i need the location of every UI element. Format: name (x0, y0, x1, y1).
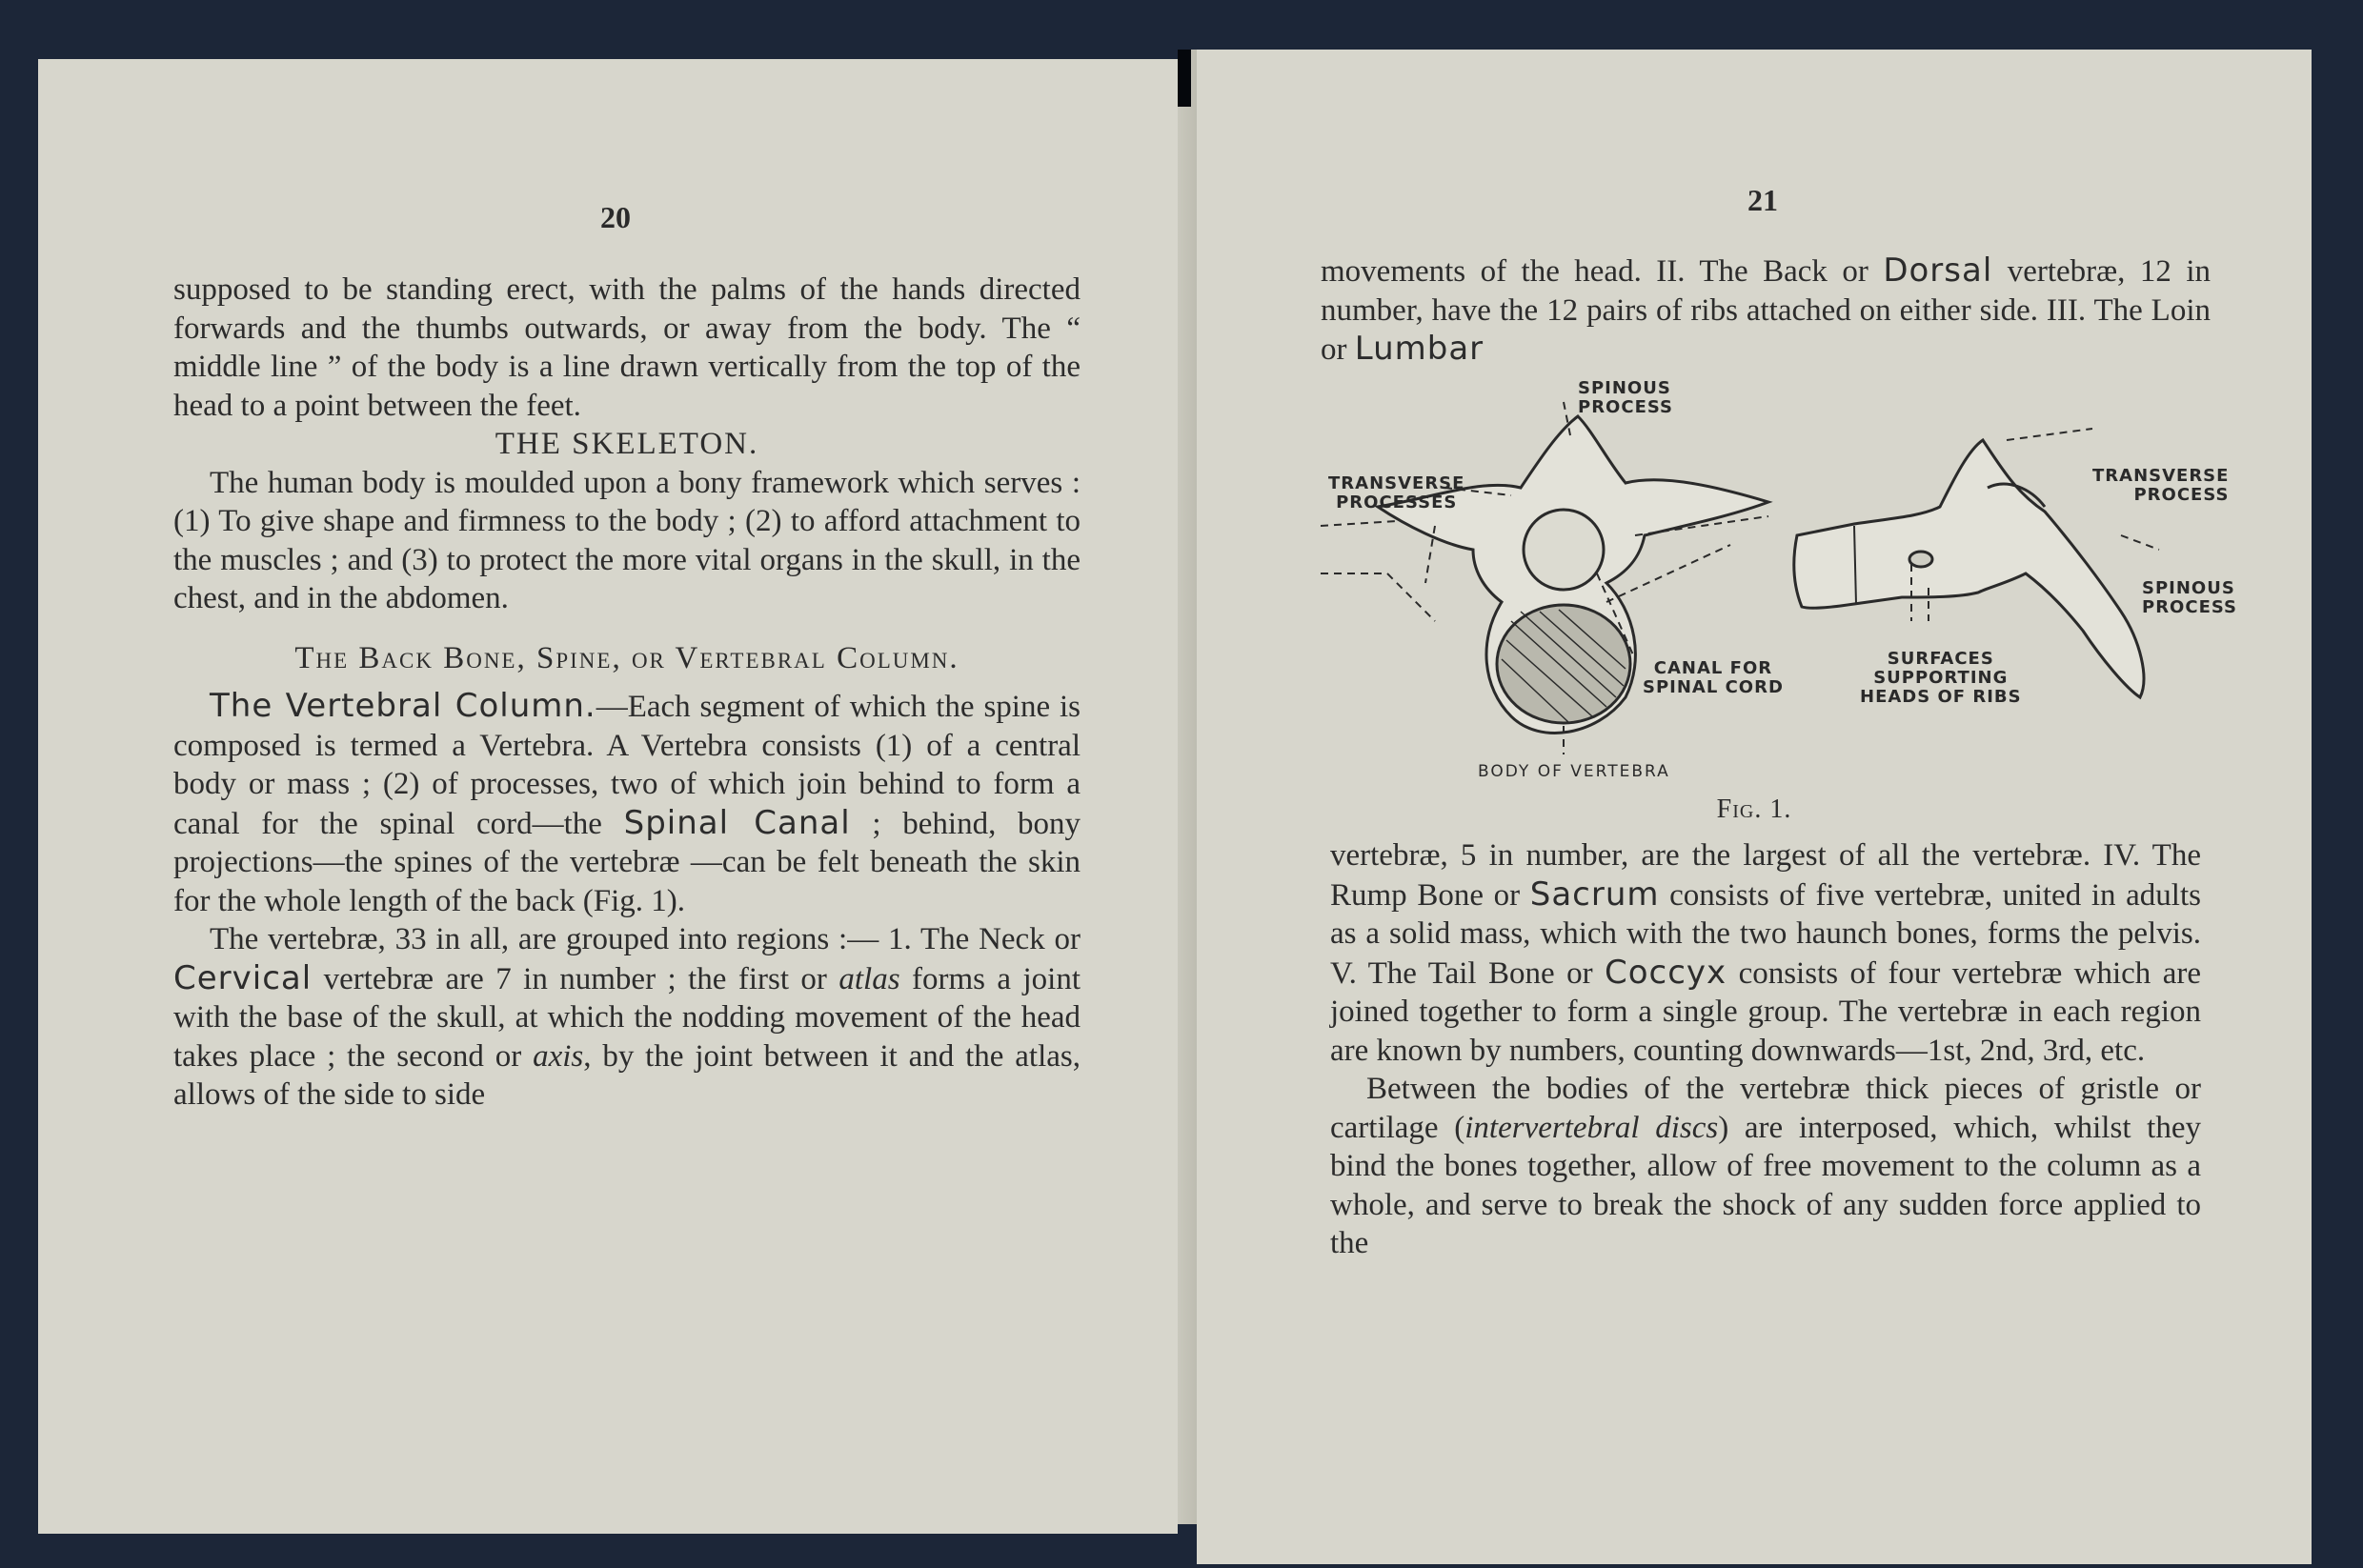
right-page-text-bottom (1330, 836, 2201, 1263)
right-page-text-top (1321, 251, 2211, 370)
text-run: forms a joint with the base of the skull, at which the nodding movement of the head takes place ; the second or (173, 961, 1081, 1074)
term: Lumbar (1354, 330, 1484, 368)
term: Spinal Canal (623, 803, 851, 842)
label-spinous-process-side: SPINOUS PROCESS (2142, 578, 2237, 617)
term: Dorsal (1883, 251, 1993, 290)
text-run: The vertebræ, 33 in all, are grouped into regions :— 1. The Neck or (210, 922, 1081, 956)
page-number: 20 (600, 200, 631, 234)
vertebra-illustration (1321, 383, 2235, 783)
term: The Vertebral Column. (210, 687, 596, 725)
paragraph (1330, 1070, 2201, 1263)
page-number: 21 (1747, 183, 1778, 217)
paragraph: supposed to be standing erect, with the palms of the hands directed forwards and the thumbs outwards, or away from the body. The “ middle line ” of the body is a line drawn vertically from the top of the head to a point between the feet. (173, 272, 1081, 423)
paragraph: The human body is moulded upon a bony framework which serves : (1) To give shape and firmness to the body ; (2) to afford attachment to the muscles ; and (3) to protect the more vital organs in the skull, in the chest, and in the abdomen. (173, 465, 1081, 615)
left-page (38, 59, 1178, 1534)
spine-shadow (1178, 50, 1191, 107)
text-run: ; behind, bony projections—the spines of the vertebræ —can be felt beneath the skin for the whole length of the back (Fig. 1). (173, 806, 1081, 918)
text-run: vertebræ, 5 in number, are the largest of all the vertebræ. IV. The Rump Bone or (1330, 838, 2201, 913)
term: Coccyx (1604, 953, 1727, 992)
text-run: movements of the head. II. The Back or (1321, 254, 1884, 289)
label-body-of-vertebra: BODY OF VERTEBRA (1478, 762, 1670, 781)
italic-term: atlas (838, 961, 900, 996)
text-run: —Each segment of which the spine is composed is termed a Vertebra. A Vertebra consists (1) of a central body or mass ; (2) of processes, two of which join behind to form a canal for the spinal cord—the (173, 690, 1081, 841)
vertebra-figure (1321, 378, 2237, 783)
left-page-text (173, 271, 1081, 1115)
text-run: vertebræ are 7 in number ; the first or (312, 961, 839, 996)
book-spread (38, 50, 2312, 1524)
text-run: , by the joint between it and the atlas, allows of the side to side (173, 1038, 1081, 1112)
label-canal-spinal-cord: CANAL FOR SPINAL CORD (1643, 658, 1784, 697)
label-transverse-process: TRANSVERSE PROCESS (2092, 466, 2230, 505)
paragraph (173, 920, 1081, 1115)
right-page (1197, 50, 2312, 1564)
figure-caption: Fig. 1. (1716, 794, 1792, 824)
label-spinous-process: SPINOUS PROCESS (1578, 378, 1673, 417)
section-heading: The Back Bone, Spine, or Vertebral Column. (294, 640, 959, 675)
italic-term: axis (533, 1038, 584, 1074)
text-run: Between the bodies of the vertebræ thick pieces of gristle or cartilage ( (1330, 1072, 2201, 1145)
text-run: consists of five vertebræ, united in adults as a solid mass, which with the two haunch bones, forms the pelvis. V. The Tail Bone or (1330, 877, 2201, 991)
section-heading: THE SKELETON. (495, 427, 759, 461)
label-transverse-processes: TRANSVERSE PROCESSES (1328, 473, 1465, 513)
italic-term: intervertebral discs (1464, 1110, 1719, 1145)
paragraph (1321, 251, 2211, 370)
paragraph (173, 687, 1081, 920)
term: Sacrum (1529, 874, 1660, 914)
paragraph (1330, 836, 2201, 1070)
text-run: consists of four vertebræ which are joined together to form a single group. The vertebræ in each region are known by numbers, counting downwards—1st, 2nd, 3rd, etc. (1330, 955, 2201, 1068)
term: Cervical (173, 958, 313, 997)
text-run: vertebræ, 12 in number, have the 12 pairs of ribs attached on either side. III. The Loin or (1321, 254, 2211, 367)
label-surfaces-ribs: SURFACES SUPPORTING HEADS OF RIBS (1860, 649, 2022, 707)
text-run: ) are interposed, which, whilst they bind the bones together, allow of free movement to the column as a whole, and serve to break the shock of any sudden force applied to the (1330, 1110, 2201, 1260)
